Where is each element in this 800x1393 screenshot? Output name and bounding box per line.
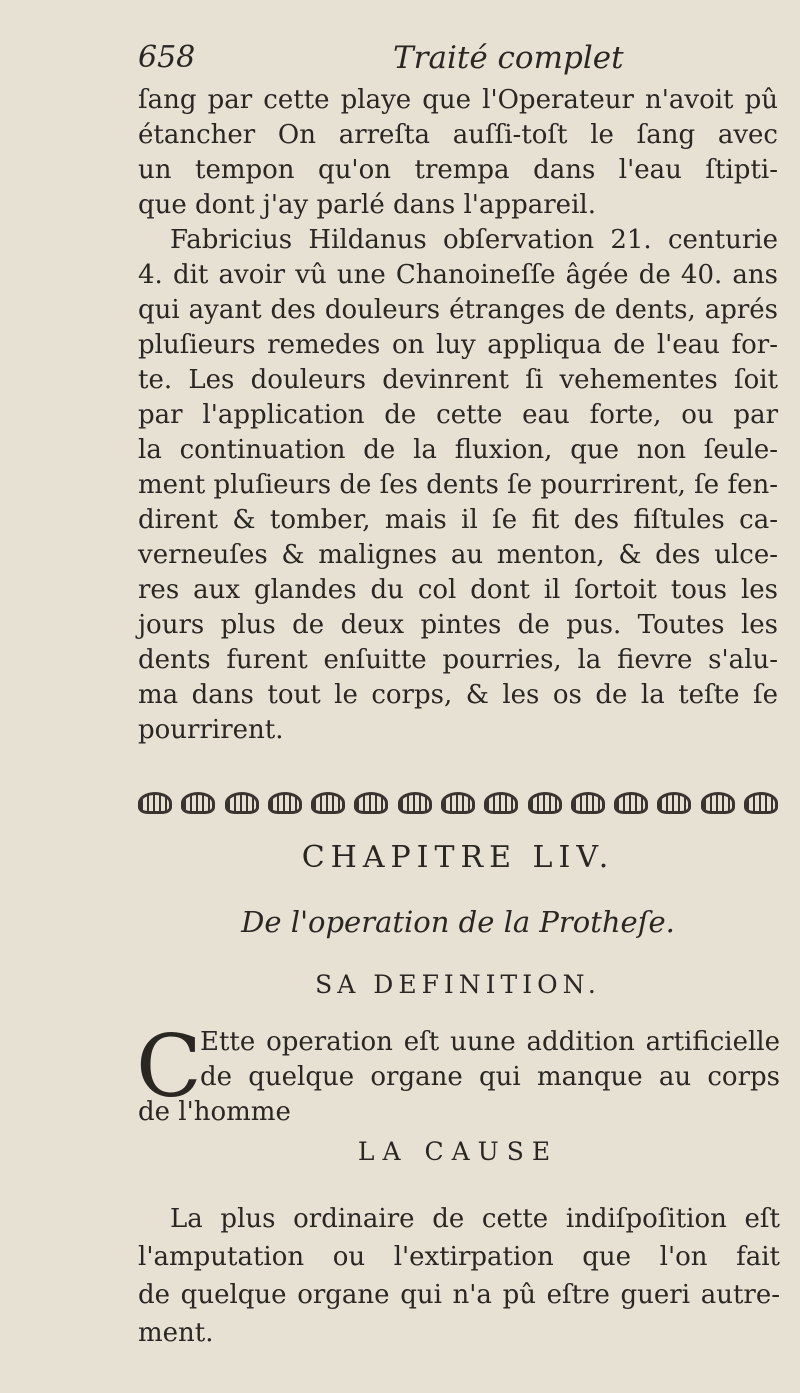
text-line: jours plus de deux pintes de pus. Toutes les <box>138 610 778 640</box>
text-line: ma dans tout le corps, & les os de la teſte ſe <box>138 680 778 710</box>
crown-ornament <box>441 792 475 814</box>
crown-ornament <box>657 792 691 814</box>
text-line: de l'homme <box>138 1097 291 1127</box>
crown-ornament <box>311 792 345 814</box>
chapter-subtitle: De l'operation de la Protheſe. <box>241 905 675 939</box>
page-header <box>138 40 778 80</box>
crown-ornament <box>528 792 562 814</box>
text-line: te. Les douleurs devinrent ſi vehementes ſoit <box>138 365 778 395</box>
crown-ornament <box>354 792 388 814</box>
chapter-title: CHAPITRE LIV. <box>301 840 615 875</box>
crown-ornament <box>744 792 778 814</box>
text-line: étancher On arreſta auſſi-toſt le ſang avec <box>138 120 778 150</box>
text-line: dirent & tomber, mais il ſe fit des fiſtules ca- <box>138 505 778 535</box>
crown-ornament <box>571 792 605 814</box>
text-line: la continuation de la fluxion, que non ſeule- <box>138 435 778 465</box>
text-line: de quelque organe qui n'a pû eſtre gueri autre- <box>138 1280 780 1310</box>
crown-ornament <box>138 792 172 814</box>
crown-ornament <box>701 792 735 814</box>
drop-cap: C <box>136 1017 202 1117</box>
text-line: Fabricius Hildanus obſervation 21. centurie <box>170 225 778 255</box>
text-line: qui ayant des douleurs étranges de dents, aprés <box>138 295 778 325</box>
text-line: ſang par cette playe que l'Operateur n'avoit pû <box>138 85 778 115</box>
text-line: ment pluſieurs de ſes dents ſe pourrirent, ſe fen- <box>138 470 778 500</box>
cause-text <box>138 1200 780 1352</box>
crown-ornament <box>398 792 432 814</box>
text-line: 4. dit avoir vû une Chanoineſſe âgée de 40. ans <box>138 260 778 290</box>
text-line: un tempon qu'on trempa dans l'eau ſtipti- <box>138 155 778 185</box>
text-line: pourrirent. <box>138 715 284 745</box>
text-line: de quelque organe qui manque au corps <box>200 1062 780 1092</box>
text-line: par l'application de cette eau forte, ou par <box>138 400 778 430</box>
crown-ornament <box>614 792 648 814</box>
running-title: Traité complet <box>393 40 624 76</box>
text-line: ment. <box>138 1318 214 1348</box>
crown-ornament-band <box>138 786 778 820</box>
crown-ornament <box>225 792 259 814</box>
text-line: dents furent enſuitte pourries, la fievre s'alu- <box>138 645 778 675</box>
body-text <box>138 83 778 748</box>
cause-heading: LA CAUSE <box>357 1137 559 1166</box>
definition-heading: SA DEFINITION. <box>315 970 601 999</box>
text-line: La plus ordinaire de cette indiſpoſition eſt <box>170 1204 780 1234</box>
definition-text-end <box>138 1095 780 1130</box>
text-line: pluſieurs remedes on luy appliqua de l'eau for- <box>138 330 778 360</box>
text-line: Ette operation eſt uune addition artificielle <box>200 1027 780 1057</box>
text-line: l'amputation ou l'extirpation que l'on fait <box>138 1242 780 1272</box>
crown-ornament <box>181 792 215 814</box>
text-line: que dont j'ay parlé dans l'appareil. <box>138 190 596 220</box>
page-number: 658 <box>138 40 196 75</box>
definition-text <box>200 1025 780 1095</box>
text-line: res aux glandes du col dont il ſortoit tous les <box>138 575 778 605</box>
text-line: verneuſes & malignes au menton, & des ulce- <box>138 540 778 570</box>
crown-ornament <box>484 792 518 814</box>
crown-ornament <box>268 792 302 814</box>
